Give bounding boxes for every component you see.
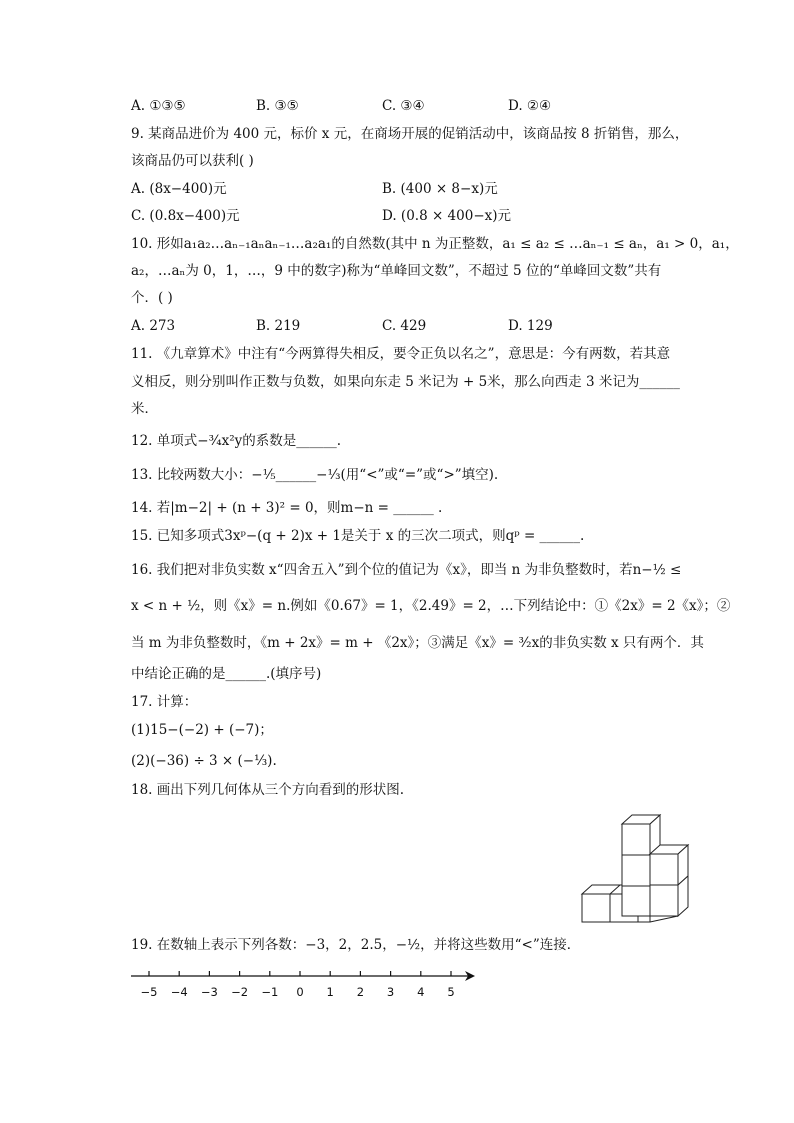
q8-option-c: C. ③④ — [382, 98, 425, 114]
q8-option-b: B. ③⑤ — [256, 98, 299, 114]
number-line-tick-label: −4 — [170, 985, 188, 999]
q14-line: 14. 若|m−2| + (n + 3)² = 0，则m−n = ______ . — [131, 500, 443, 516]
number-line-tick-label: 5 — [447, 985, 455, 999]
q17-part-2: (2)(−36) ÷ 3 × (−⅓). — [131, 753, 277, 769]
q16-line-4: 中结论正确的是______.(填序号) — [131, 666, 322, 682]
q10-line-1: 10. 形如a₁a₂…aₙ₋₁aₙaₙ₋₁…a₂a₁的自然数(其中 n 为正整数，a₁ ≤ a₂ ≤ …aₙ₋₁ ≤ aₙ，a₁ > 0，a₁， — [131, 236, 739, 252]
q9-option-b: B. (400 × 8−x)元 — [382, 181, 498, 197]
number-line-tick-label: −2 — [231, 985, 249, 999]
q9-line-2: 该商品仍可以获利( ) — [131, 153, 254, 169]
q9-option-d: D. (0.8 × 400−x)元 — [382, 208, 512, 224]
q17-part-1: (1)15−(−2) + (−7)； — [131, 722, 273, 738]
number-line-tick-label: −3 — [200, 985, 218, 999]
q9-line-1: 9. 某商品进价为 400 元，标价 x 元，在商场开展的促销活动中，该商品按 8 折销售，那么， — [131, 126, 689, 142]
q10-option-b: B. 219 — [256, 318, 301, 334]
q9-option-a: A. (8x−400)元 — [131, 181, 227, 197]
q12-line: 12. 单项式−³⁄₄x²y的系数是______. — [131, 433, 342, 449]
q10-option-a: A. 273 — [131, 318, 176, 334]
q16-line-2: x < n + ½，则《x》= n.例如《0.67》= 1，《2.49》= 2，…下列结论中：①《2x》= 2《x》；② — [131, 598, 731, 614]
q9-option-c: C. (0.8x−400)元 — [131, 208, 240, 224]
q11-line-1: 11. 《九章算术》中注有“今两算得失相反，要令正负以名之”，意思是：今有两数，若其意 — [131, 346, 671, 362]
q8-option-a: A. ①③⑤ — [131, 98, 186, 114]
q10-line-2: a₂，…aₙ为 0，1，…，9 中的数字)称为“单峰回文数”，不超过 5 位的“单峰回文数”共有 — [131, 263, 662, 279]
number-line-tick-label: −1 — [261, 985, 279, 999]
q15-line: 15. 已知多项式3xᵖ−(q + 2)x + 1是关于 x 的三次二项式，则qᵖ = ______. — [131, 528, 585, 544]
cube-stack-figure — [578, 812, 694, 927]
q11-line-3: 米． — [131, 401, 158, 417]
q19-title: 19. 在数轴上表示下列各数：−3，2，2.5，−½，并将这些数用“<”连接． — [131, 937, 581, 953]
q13-line: 13. 比较两数大小：−¹⁄₅______−¹⁄₃(用“<”或“=”或“>”填空). — [131, 467, 499, 483]
number-line-tick-label: 2 — [356, 985, 365, 999]
q17-title: 17. 计算： — [131, 694, 198, 710]
q8-option-d: D. ②④ — [508, 98, 552, 114]
q18-title: 18. 画出下列几何体从三个方向看到的形状图. — [131, 782, 405, 798]
q10-line-3: 个．( ) — [131, 290, 173, 306]
q11-line-2: 义相反，则分别叫作正数与负数，如果向东走 5 米记为 + 5米，那么向西走 3 米记为______ — [131, 374, 680, 390]
number-line-tick-label: 4 — [417, 985, 425, 999]
q16-line-3: 当 m 为非负整数时，《m + 2x》= m + 《2x》；③满足《x》= ³⁄₂x的非负实数 x 只有两个．其 — [131, 635, 704, 651]
number-line-tick-label: 3 — [386, 985, 395, 999]
q16-line-1: 16. 我们把对非负实数 x“四舍五入”到个位的值记为《x》，即当 n 为非负整数时，若n−½ ≤ — [131, 562, 682, 578]
number-line-tick-label: 0 — [296, 985, 304, 999]
q10-option-d: D. 129 — [508, 318, 553, 334]
q10-option-c: C. 429 — [382, 318, 427, 334]
number-line-tick-label: 1 — [326, 985, 334, 999]
number-line-tick-label: −5 — [140, 985, 158, 999]
